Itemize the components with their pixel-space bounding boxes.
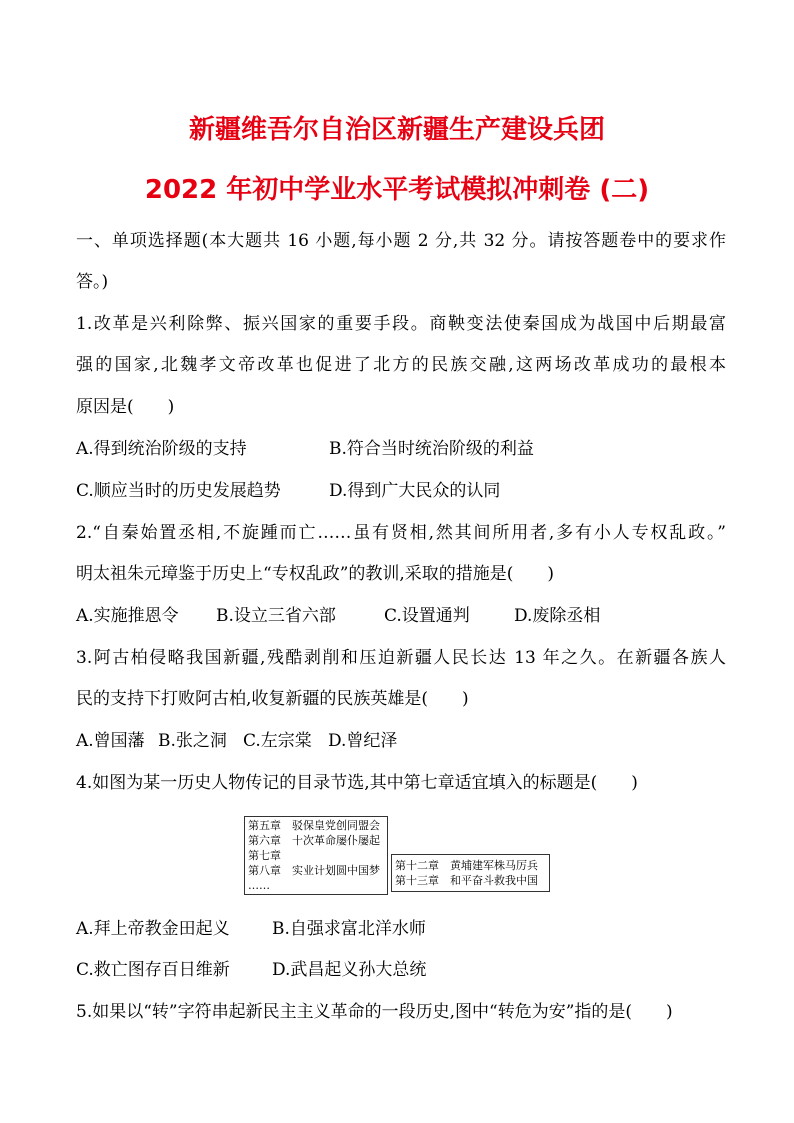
toc-entry: 第八章 实业计划圆中国梦	[248, 864, 380, 877]
exam-title-line1: 新疆维吾尔自治区新疆生产建设兵团	[188, 115, 605, 145]
question-2-option-d[interactable]: D.废除丞相	[514, 606, 601, 626]
section-instruction-line1: 一、单项选择题(本大题共 16 小题,每小题 2 分,共 32 分。请按答题卷中的要求作	[76, 231, 726, 251]
question-3-text-line1: 3.阿古柏侵略我国新疆,残酷剥削和压迫新疆人民长达 13 年之久。在新疆各族人	[76, 648, 726, 668]
question-1-option-a[interactable]: A.得到统治阶级的支持	[76, 439, 247, 459]
toc-entry: ……	[248, 879, 270, 892]
question-5-text-line1: 5.如果以“转”字符串起新民主主义革命的一段历史,图中“转危为安”指的是( )	[76, 1002, 673, 1022]
question-2-text-line1: 2.“自秦始置丞相,不旋踵而亡……虽有贤相,然其间所用者,多有小人专权乱政。”	[76, 523, 726, 543]
question-4-option-d[interactable]: D.武昌起义孙大总统	[272, 960, 427, 980]
question-1-option-d[interactable]: D.得到广大民众的认同	[329, 481, 501, 501]
question-3-option-a[interactable]: A.曾国藩	[76, 731, 145, 751]
question-2-text-line2: 明太祖朱元璋鉴于历史上“专权乱政”的教训,采取的措施是( )	[76, 564, 555, 584]
toc-entry: 第七章	[248, 849, 281, 862]
toc-figure-right-box	[391, 854, 550, 892]
question-2-option-b[interactable]: B.设立三省六部	[216, 606, 336, 626]
question-4-option-c[interactable]: C.救亡图存百日维新	[76, 960, 230, 980]
question-3-option-c[interactable]: C.左宗棠	[243, 731, 312, 751]
question-1-text-line3: 原因是( )	[76, 397, 175, 417]
question-1-option-c[interactable]: C.顺应当时的历史发展趋势	[76, 481, 281, 501]
question-4-text-line1: 4.如图为某一历史人物传记的目录节选,其中第七章适宜填入的标题是( )	[76, 773, 638, 793]
toc-entry: 第六章 十次革命屡仆屡起	[248, 834, 380, 847]
question-2-option-c[interactable]: C.设置通判	[384, 606, 470, 626]
toc-entry: 第五章 驳保皇党创同盟会	[248, 819, 380, 832]
toc-figure-left-box	[244, 816, 388, 895]
section-instruction-line2: 答。)	[76, 272, 109, 292]
question-1-text-line1: 1.改革是兴利除弊、振兴国家的重要手段。商鞅变法使秦国成为战国中后期最富	[76, 314, 726, 334]
question-4-option-b[interactable]: B.自强求富北洋水师	[272, 919, 426, 939]
question-3-text-line2: 民的支持下打败阿古柏,收复新疆的民族英雄是( )	[76, 689, 469, 709]
question-1-option-b[interactable]: B.符合当时统治阶级的利益	[329, 439, 534, 459]
toc-entry: 第十三章 和平奋斗救我中国	[395, 874, 538, 887]
question-1-text-line2: 强的国家,北魏孝文帝改革也促进了北方的民族交融,这两场改革成功的最根本	[76, 355, 726, 375]
toc-entry: 第十二章 黄埔建军株马厉兵	[395, 859, 538, 872]
question-2-option-a[interactable]: A.实施推恩令	[76, 606, 179, 626]
question-3-option-b[interactable]: B.张之洞	[158, 731, 227, 751]
question-4-option-a[interactable]: A.拜上帝教金田起义	[76, 919, 230, 939]
question-3-option-d[interactable]: D.曾纪泽	[328, 731, 398, 751]
exam-title-line2: 2022 年初中学业水平考试模拟冲刺卷 (二)	[144, 175, 650, 205]
